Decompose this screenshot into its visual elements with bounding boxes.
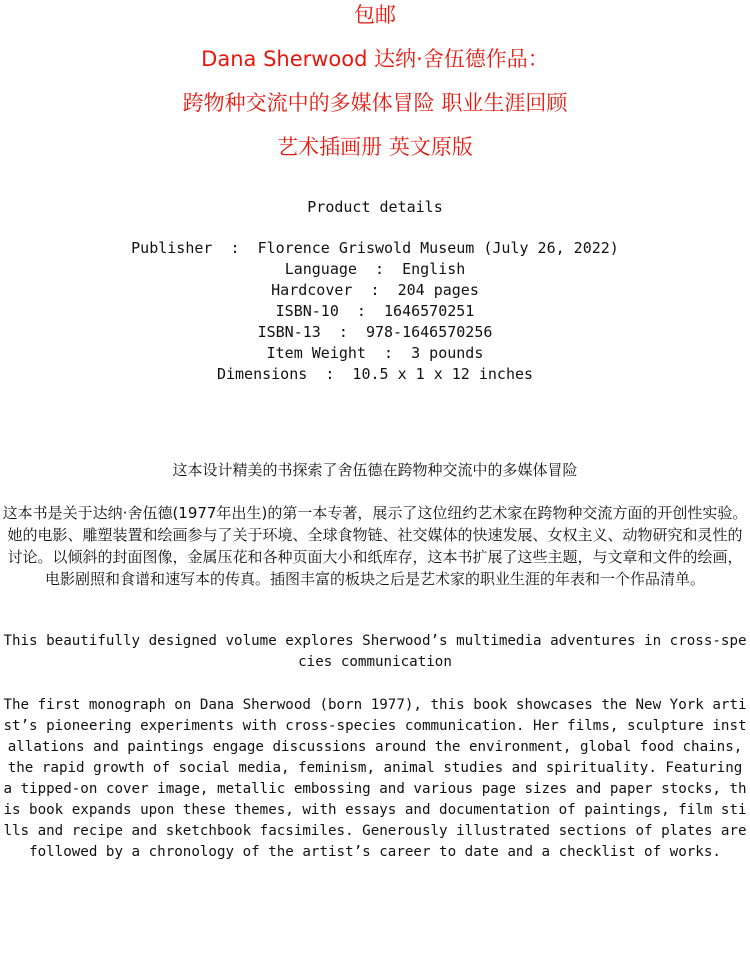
description-en-body: The first monograph on Dana Sherwood (born 1977), this book showcases the New York artist’s pioneering experiments with cross-species communication. Her films, sculpture installations and paintings engage discussions around the environment, global food chains, the rapid growth of social media, feminism, animal studies and spirituality. Featuring a tipped-on cover image, metallic embossing and various page sizes and paper stocks, this book expands upon these themes, with essays and documentation of paintings, film stills and recipe and sketchbook facsimiles. Generously illustrated sections of plates are followed by a chronology of the artist’s career to date and a checklist of works. xyxy=(3,697,747,860)
detail-language: Language : English xyxy=(284,260,466,278)
detail-isbn10: ISBN-10 : 1646570251 xyxy=(275,302,475,320)
description-cn-body: 这本书是关于达纳·舍伍德(1977年出生)的第一本专著，展示了这位纽约艺术家在跨物种交流方面的开创性实验。她的电影、雕塑装置和绘画参与了关于环境、全球食物链、社交媒体的快速发展、女权主义、动物研究和灵性的讨论。以倾斜的封面图像，金属压花和各种页面大小和纸库存，这本书扩展了这些主题，与文章和文件的绘画，电影剧照和食谱和速写本的传真。插图丰富的板块之后是艺术家的职业生涯的年表和一个作品清单。 xyxy=(2,504,748,588)
description-en-heading: This beautifully designed volume explores Sherwood’s multimedia adventures in cross-species communication xyxy=(3,633,747,670)
detail-dimensions: Dimensions : 10.5 x 1 x 12 inches xyxy=(216,365,534,383)
free-shipping-label: 包邮 xyxy=(354,3,396,27)
detail-isbn13: ISBN-13 : 978-1646570256 xyxy=(257,323,493,341)
detail-item-weight: Item Weight : 3 pounds xyxy=(266,344,484,362)
description-cn-heading: 这本设计精美的书探索了舍伍德在跨物种交流中的多媒体冒险 xyxy=(172,461,578,479)
product-details xyxy=(2,197,748,385)
title-block xyxy=(2,1,748,161)
detail-publisher: Publisher : Florence Griswold Museum (July 26, 2022) xyxy=(131,239,619,257)
detail-hardcover: Hardcover : 204 pages xyxy=(271,281,479,299)
artist-title: Dana Sherwood 达纳·舍伍德作品： xyxy=(201,47,549,71)
book-subtitle: 跨物种交流中的多媒体冒险 职业生涯回顾 xyxy=(182,91,568,115)
product-page xyxy=(0,1,750,863)
product-details-heading: Product details xyxy=(307,198,443,216)
book-category: 艺术插画册 英文原版 xyxy=(277,135,473,159)
